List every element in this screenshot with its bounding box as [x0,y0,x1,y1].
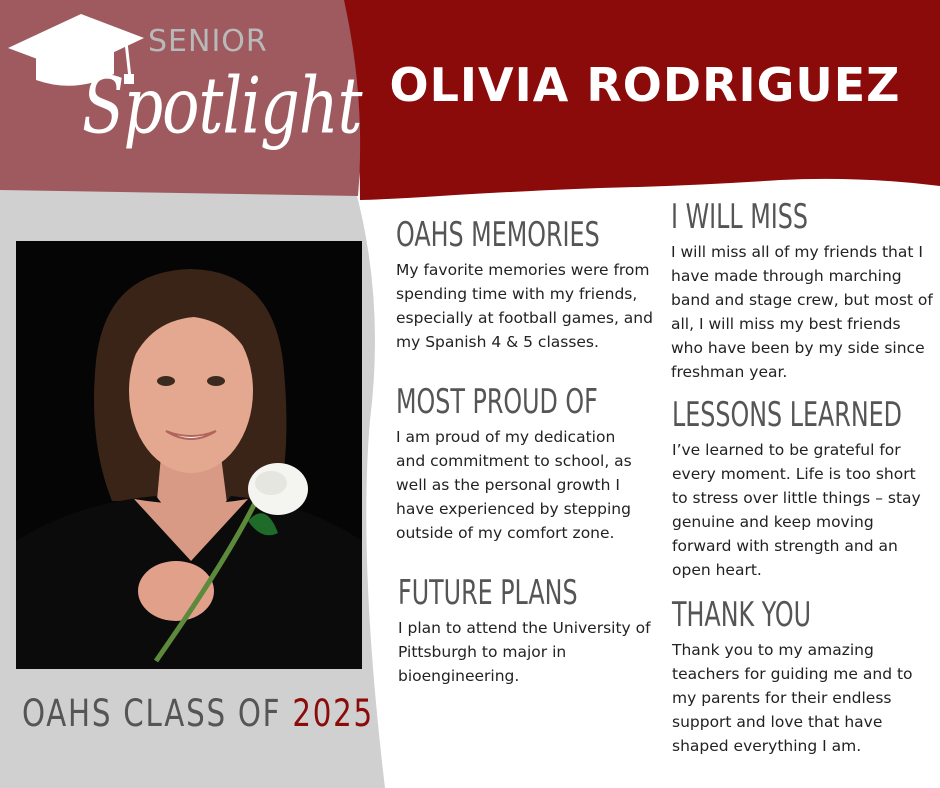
section-text: I am proud of my dedication and commitment to school, as well as the personal growth I have experienced by stepping outside of my comfort zone. [396,428,632,542]
section-text: I will miss all of my friends that I have made through marching band and stage crew, but most of all, I will miss my best friends who have been by my side since freshman year. [671,243,933,381]
spotlight-script: Spotlight [82,60,362,152]
student-portrait [16,241,362,669]
section-memories [396,216,660,354]
section-title: I WILL MISS [671,197,808,237]
section-text: I plan to attend the University of Pittsburgh to major in bioengineering. [398,619,651,685]
section-title: FUTURE PLANS [398,573,578,613]
senior-spotlight-logo [0,0,362,190]
class-of-prefix: OAHS CLASS OF [22,692,293,735]
section-lessons-learned [672,396,930,582]
section-text: I’ve learned to be grateful for every moment. Life is too short to stress over little things – stay genuine and keep moving forward with strength and an open heart. [672,441,921,579]
section-title: LESSONS LEARNED [672,395,903,435]
section-future-plans [398,574,660,688]
section-text: My favorite memories were from spending time with my friends, especially at football games, and my Spanish 4 & 5 classes. [396,261,653,351]
class-year: 2025 [292,692,374,735]
section-title: OAHS MEMORIES [396,215,600,255]
section-most-proud [396,383,646,545]
section-thank-you [672,596,930,758]
section-title: MOST PROUD OF [396,382,598,422]
section-i-will-miss [671,198,933,384]
section-title: THANK YOU [672,595,812,635]
student-name: OLIVIA RODRIGUEZ [389,58,901,112]
class-of-label [22,692,374,735]
section-text: Thank you to my amazing teachers for guiding me and to my parents for their endless support and love that have shaped everything I am. [672,641,913,755]
senior-label: SENIOR [148,24,268,59]
